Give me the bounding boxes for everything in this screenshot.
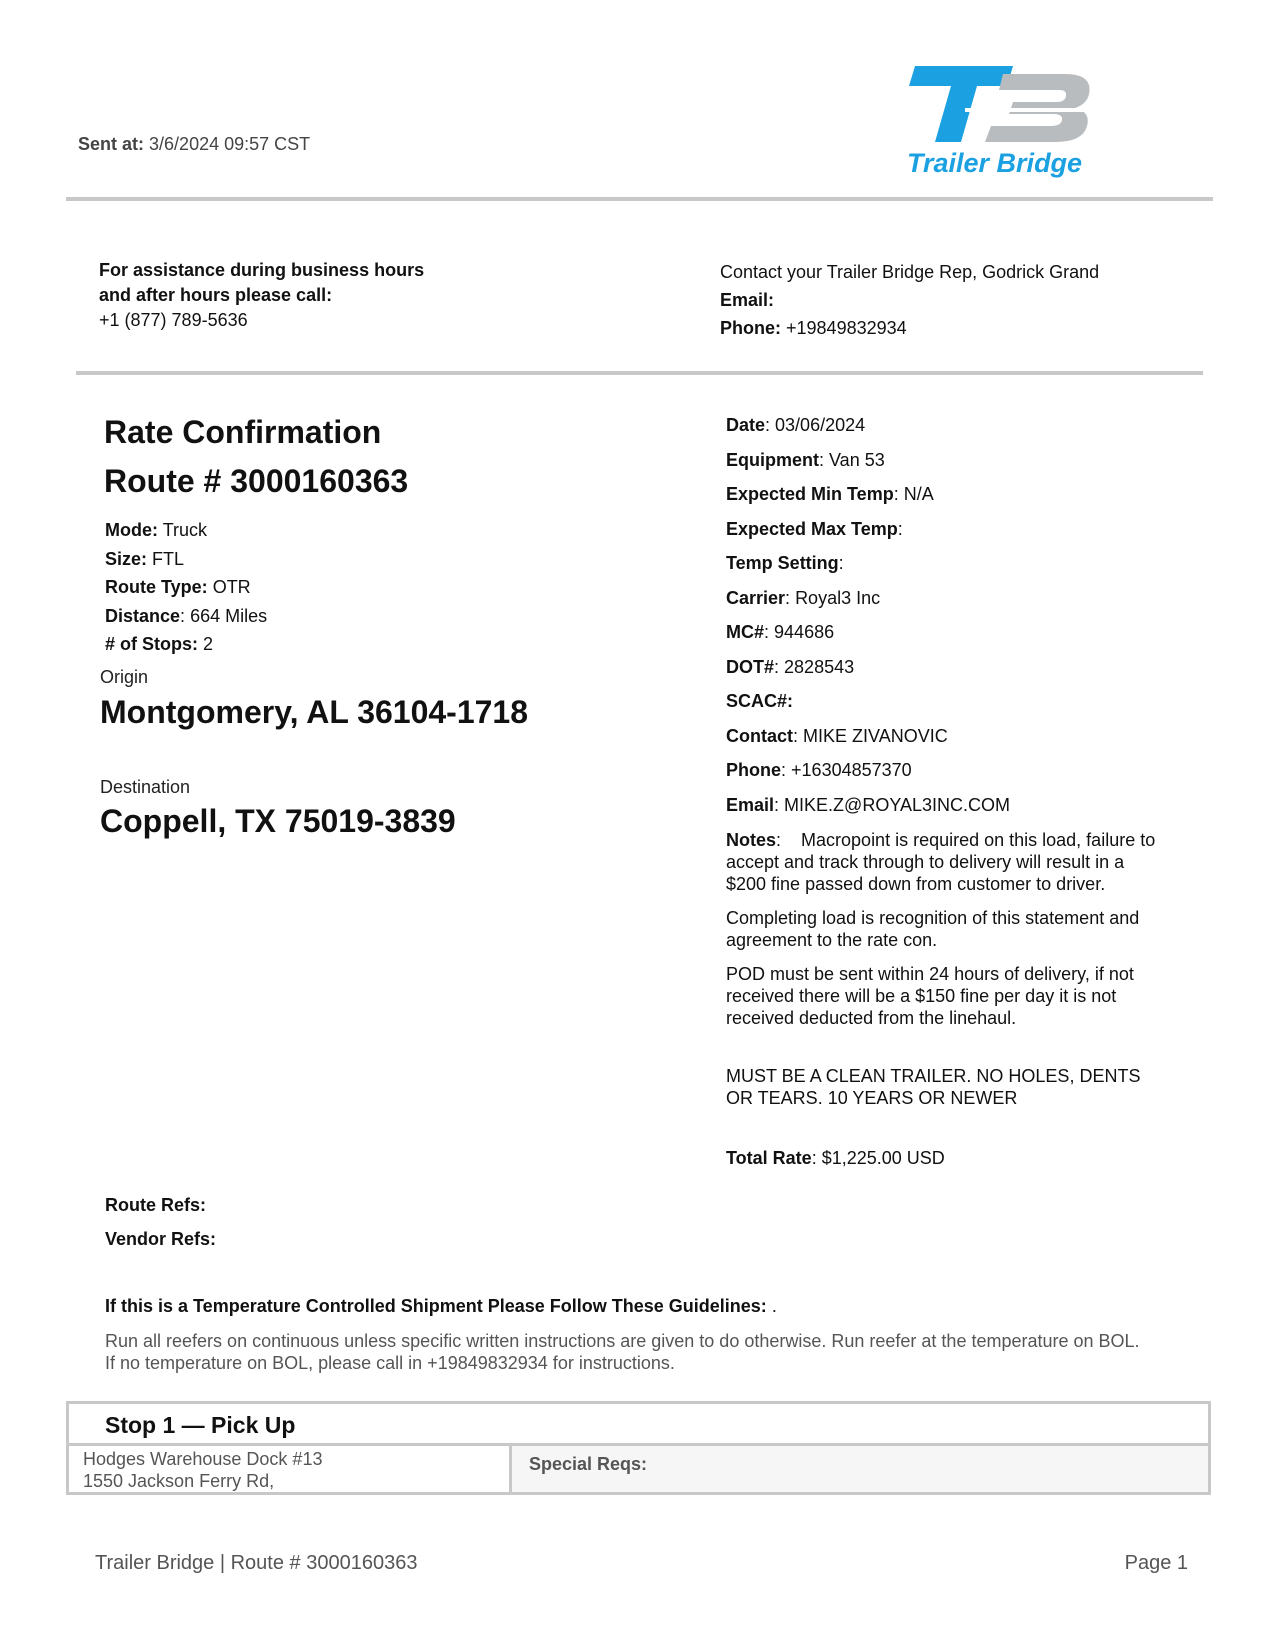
date-value: 03/06/2024 <box>775 415 866 435</box>
notes-label: Notes <box>726 830 777 850</box>
carrier-contact-value: MIKE ZIVANOVIC <box>803 725 948 746</box>
rep-email-label: Email: <box>720 290 775 310</box>
rep-phone-value: +19849832934 <box>786 318 907 338</box>
dot-value: 2828543 <box>784 656 855 677</box>
logo-wordmark: Trailer Bridge <box>907 148 1083 178</box>
mc-label: MC# <box>726 622 765 642</box>
mode-label: Mode: <box>105 520 158 540</box>
page-number: Page 1 <box>1124 1552 1188 1574</box>
stops-label: # of Stops: <box>105 634 198 654</box>
stop-1-title: Stop 1 — Pick Up <box>105 1412 296 1438</box>
route-type-label: Route Type: <box>105 577 208 597</box>
stops-value: 2 <box>203 634 214 654</box>
max-temp-label: Expected Max Temp <box>726 518 898 539</box>
origin-label: Origin <box>100 667 149 687</box>
distance-value: 664 Miles <box>190 605 268 626</box>
footer-route: Trailer Bridge | Route # 3000160363 <box>95 1552 418 1574</box>
carrier-email-label: Email <box>726 794 775 815</box>
dot-label: DOT# <box>726 656 775 677</box>
guidelines-line-2: If no temperature on BOL, please call in +19849832934 for instructions. <box>105 1353 675 1373</box>
sent-at-value: 3/6/2024 09:57 CST <box>149 134 311 154</box>
assistance-block <box>99 258 459 333</box>
carrier-label: Carrier <box>726 587 786 608</box>
route-refs-label: Route Refs: <box>105 1195 207 1215</box>
route-number: Route # 3000160363 <box>104 463 409 499</box>
temp-setting-label: Temp Setting <box>726 553 839 573</box>
scac-label: SCAC#: <box>726 691 794 711</box>
sent-at <box>78 134 310 155</box>
stop-1-location <box>69 1446 512 1492</box>
carrier-value: Royal3 Inc <box>795 587 881 608</box>
total-rate: Total Rate: $1,225.00 USD <box>726 1148 945 1168</box>
total-rate-label: Total Rate <box>726 1148 812 1168</box>
distance-label: Distance <box>105 605 181 626</box>
destination-label: Destination <box>100 777 191 797</box>
notes-block: Notes: Macropoint is required on this load, failure to accept and track through to delivery will result in a $200 fine passed down from customer to driver. Completing load is recognition of this statement and agreement to the rate con. POD must be sent within 24 hours of delivery, if not received there will be a $150 fine per day it is not received deducted from the linehaul. MUST BE A CLEAN TRAILER. NO HOLES, DENTS OR TEARS. 10 YEARS OR NEWER <box>726 830 1156 1108</box>
mode-value: Truck <box>162 520 208 540</box>
guidelines-line-1: Run all reefers on continuous unless specific written instructions are given to do otherwise. Run reefer at the temperature on BOL. <box>105 1331 1140 1351</box>
guidelines-text <box>105 1330 1215 1374</box>
carrier-contact-label: Contact <box>726 725 793 746</box>
guidelines-title-text: If this is a Temperature Controlled Shipment Please Follow These Guidelines: <box>105 1296 767 1316</box>
stop-1-address: 1550 Jackson Ferry Rd, <box>83 1471 275 1491</box>
carrier-phone-label: Phone <box>726 760 782 780</box>
guidelines-title <box>105 1296 777 1317</box>
carrier-email-value: MIKE.Z@ROYAL3INC.COM <box>784 794 1011 815</box>
min-temp-value: N/A <box>903 484 934 504</box>
destination-city: Coppell, TX 75019-3839 <box>100 803 456 839</box>
rep-line: Contact your Trailer Bridge Rep, Godrick Grand <box>720 262 1100 282</box>
equipment-value: Van 53 <box>829 449 885 470</box>
rep-phone-label: Phone: <box>720 318 781 338</box>
guidelines-title-suffix: . <box>771 1296 777 1316</box>
origin-city: Montgomery, AL 36104-1718 <box>100 694 529 730</box>
document-title: Rate Confirmation <box>104 414 382 450</box>
assist-line-1: For assistance during business hours <box>99 260 425 280</box>
notes-paragraph-4: MUST BE A CLEAN TRAILER. NO HOLES, DENTS OR TEARS. 10 YEARS OR NEWER <box>726 1066 1141 1108</box>
notes-paragraph-1: Macropoint is required on this load, failure to accept and track through to delivery will result in a $200 fine passed down from customer to driver. <box>726 830 1156 894</box>
trailer-bridge-logo <box>905 64 1105 184</box>
equipment-label: Equipment <box>726 449 819 470</box>
min-temp-label: Expected Min Temp <box>726 484 894 504</box>
size-label: Size: <box>105 548 148 569</box>
mc-value: 944686 <box>774 622 835 642</box>
date-label: Date <box>726 415 766 435</box>
notes-paragraph-2: Completing load is recognition of this statement and agreement to the rate con. <box>726 908 1140 950</box>
special-reqs-label: Special Reqs: <box>529 1454 648 1474</box>
assist-phone: +1 (877) 789-5636 <box>99 310 248 330</box>
rep-contact-block <box>720 258 1099 342</box>
stop-1-row <box>69 1443 1208 1492</box>
logo-mark <box>905 64 1105 184</box>
size-value: FTL <box>152 548 185 569</box>
sent-at-label: Sent at: <box>78 134 145 154</box>
total-rate-value: $1,225.00 USD <box>821 1148 945 1168</box>
carrier-phone-value: +16304857370 <box>791 760 912 780</box>
stop-1-table <box>66 1401 1211 1495</box>
notes-paragraph-3: POD must be sent within 24 hours of delivery, if not received there will be a $150 fine per day it is not received deducted from the linehaul. <box>726 964 1134 1028</box>
vendor-refs-label: Vendor Refs: <box>105 1229 217 1249</box>
assist-line-2: and after hours please call: <box>99 285 333 305</box>
route-summary: Mode: Truck Size: FTL Route Type: OTR Distance: 664 Miles # of Stops: 2 <box>105 520 268 654</box>
header-divider <box>66 197 1213 201</box>
stop-1-location-name: Hodges Warehouse Dock #13 <box>83 1449 323 1469</box>
route-type-value: OTR <box>212 577 251 597</box>
contact-divider <box>76 371 1203 375</box>
details-column: Date: 03/06/2024 Equipment: Van 53 Expected Min Temp: N/A Expected Max Temp: Temp Setting: Carrier: Royal3 Inc MC#: 944686 DOT#: 2828543 SCAC#: Contact: MIKE ZIVANOVIC Phone: +16304857370 Email: MIKE.Z@ROYAL3INC.COM Notes: Macropoint is required on this load, failure to accept and track through to delivery will result in a $200 fine passed down from customer to driver. Completing load is recognition of this statement and agreement to the rate con. POD must be sent within 24 hours of delivery, if not received there will be a $150 fine per day it is not received deducted from the linehaul. MUST BE A CLEAN TRAILER. NO HOLES, DENTS OR TEARS. 10 YEARS OR NEWER <box>726 415 1156 1108</box>
